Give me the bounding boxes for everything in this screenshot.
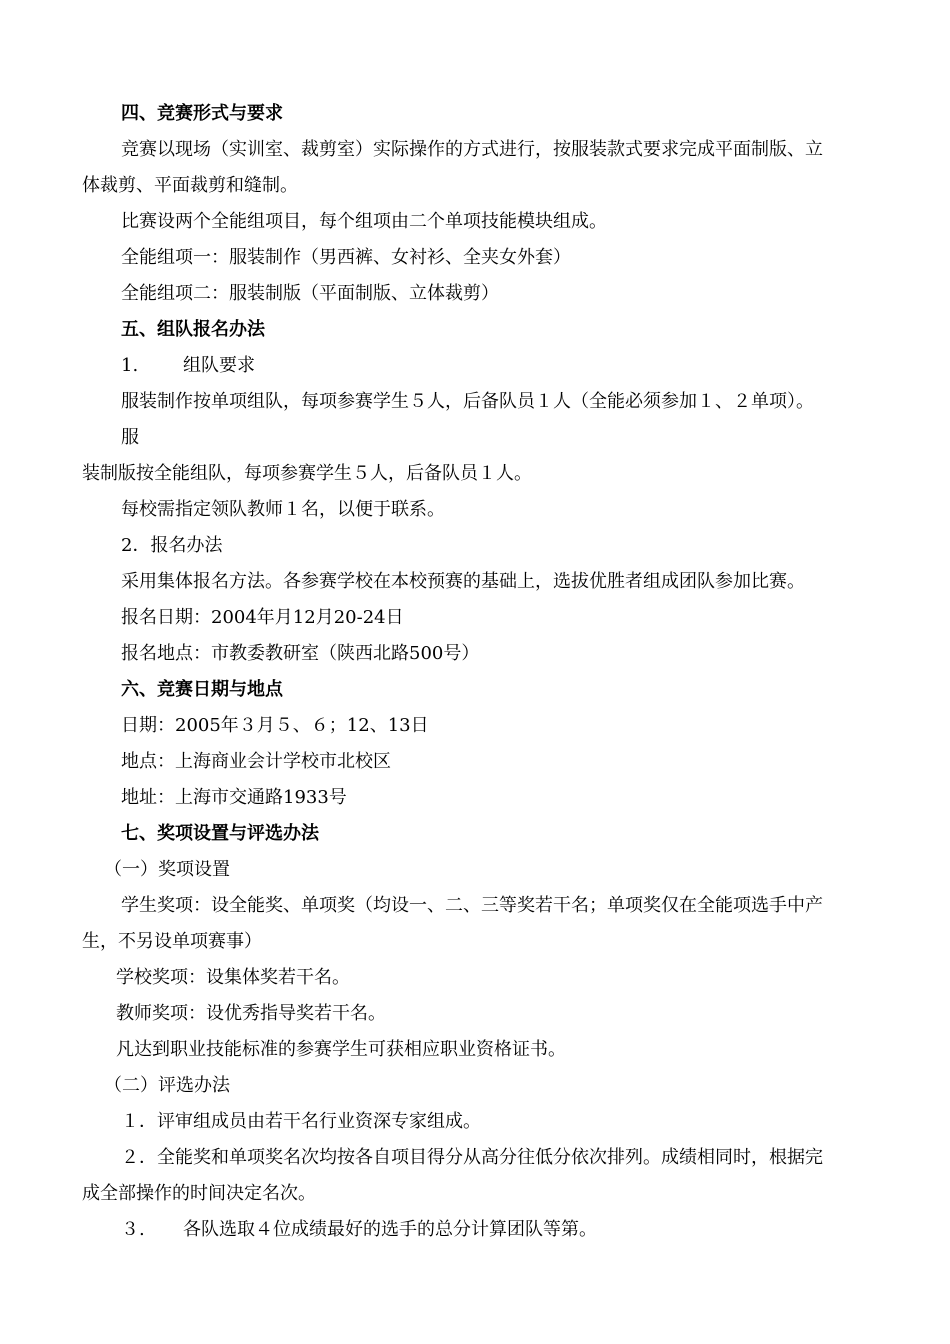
paragraph: 学校奖项：设集体奖若干名。 (116, 967, 350, 988)
list-text: 各队选取４位成绩最好的选手的总分计算团队等第。 (183, 1219, 597, 1240)
list-item (121, 1218, 597, 1242)
section-5-heading: 五、组队报名办法 (121, 319, 265, 340)
paragraph: 全能组项二：服装制版（平面制版、立体裁剪） (121, 283, 499, 304)
paragraph-continuation: 体裁剪、平面裁剪和缝制。 (82, 175, 298, 196)
list-number: 1. (121, 355, 139, 376)
paragraph: 采用集体报名方法。各参赛学校在本校预赛的基础上，选拔优胜者组成团队参加比赛。 (121, 571, 805, 592)
list-item: 2．报名办法 (121, 535, 223, 556)
section-7-heading: 七、奖项设置与评选办法 (121, 823, 319, 844)
paragraph-continuation: 成全部操作的时间决定名次。 (82, 1183, 316, 1204)
paragraph: 比赛设两个全能组项目，每个组项由二个单项技能模块组成。 (121, 211, 607, 232)
paragraph: 日期：2005年３月５、６；12、13日 (121, 715, 429, 736)
paragraph: 学生奖项：设全能奖、单项奖（均设一、二、三等奖若干名；单项奖仅在全能项选手中产 (121, 895, 823, 916)
paragraph: 报名地点：市教委教研室（陕西北路500号） (121, 643, 480, 664)
paragraph: 服 (121, 427, 139, 448)
list-item (121, 354, 255, 378)
list-item: １．评审组成员由若干名行业资深专家组成。 (121, 1111, 481, 1132)
paragraph: 竞赛以现场（实训室、裁剪室）实际操作的方式进行，按服装款式要求完成平面制版、立 (121, 139, 823, 160)
section-4-heading: 四、竞赛形式与要求 (121, 103, 283, 124)
subheading: （一）奖项设置 (104, 859, 230, 880)
subheading: （二）评选办法 (104, 1075, 230, 1096)
paragraph-continuation: 装制版按全能组队，每项参赛学生５人，后备队员１人。 (82, 463, 532, 484)
list-number: ３. (121, 1219, 145, 1240)
list-text: 组队要求 (183, 355, 255, 376)
paragraph: 凡达到职业技能标准的参赛学生可获相应职业资格证书。 (116, 1039, 566, 1060)
list-item: ２．全能奖和单项奖名次均按各自项目得分从高分往低分依次排列。成绩相同时，根据完 (121, 1147, 823, 1168)
paragraph: 报名日期：2004年月12月20-24日 (121, 607, 404, 628)
paragraph: 全能组项一：服装制作（男西裤、女衬衫、全夹女外套） (121, 247, 571, 268)
paragraph: 服装制作按单项组队，每项参赛学生５人，后备队员１人（全能必须参加１、２单项）。 (121, 391, 814, 412)
paragraph: 教师奖项：设优秀指导奖若干名。 (116, 1003, 386, 1024)
paragraph: 每校需指定领队教师１名，以便于联系。 (121, 499, 445, 520)
section-6-heading: 六、竞赛日期与地点 (121, 679, 283, 700)
paragraph: 地点：上海商业会计学校市北校区 (121, 751, 391, 772)
paragraph-continuation: 生，不另设单项赛事） (82, 931, 262, 952)
paragraph: 地址：上海市交通路1933号 (121, 787, 347, 808)
